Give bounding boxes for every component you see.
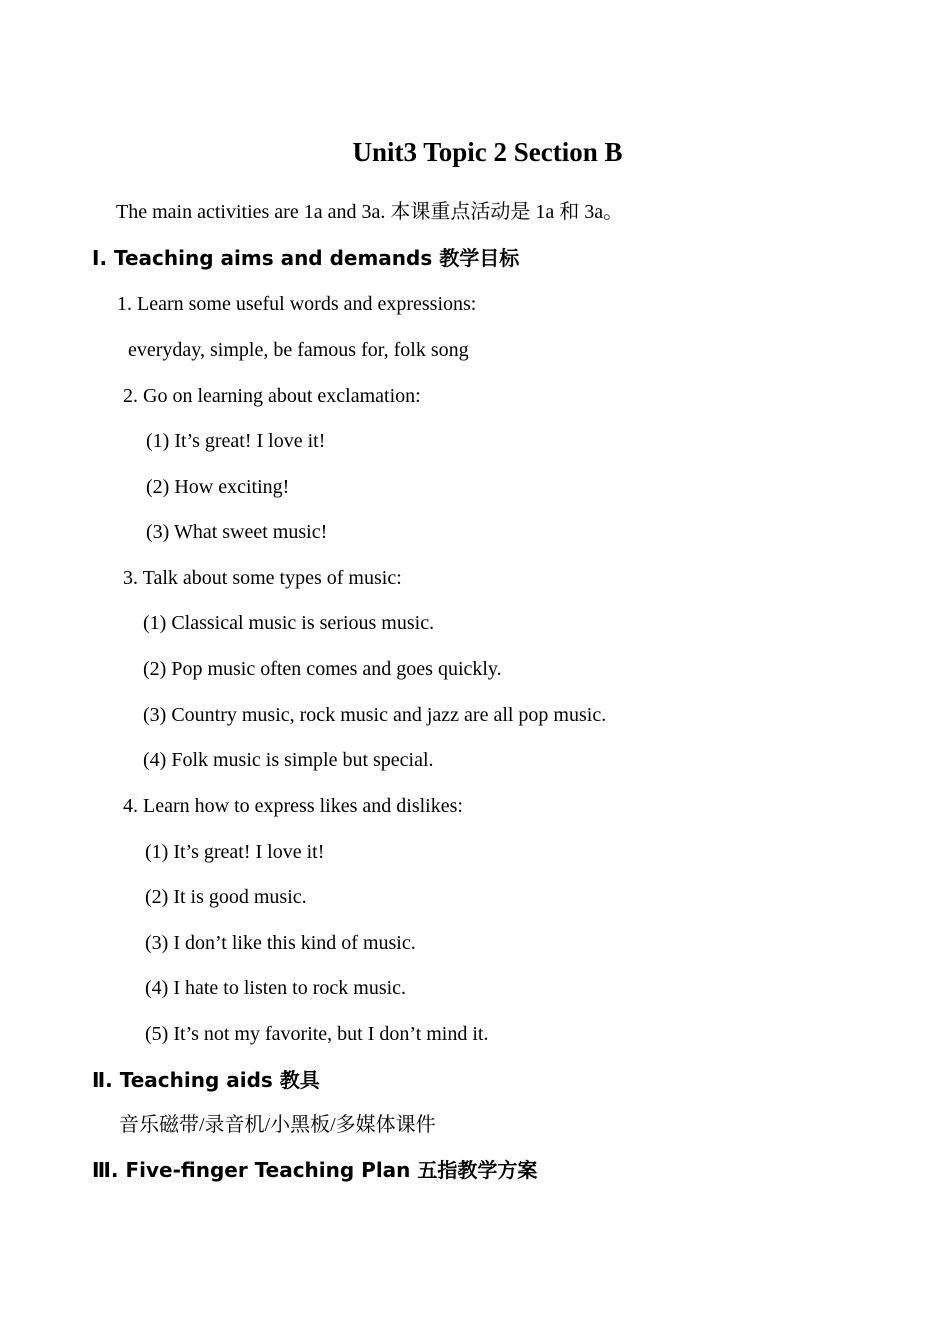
section-3-heading: Ⅲ. Five-finger Teaching Plan 五指教学方案 [92,1158,538,1182]
aim-4: 4. Learn how to express likes and dislikes: [123,795,463,817]
aim-1: 1. Learn some useful words and expressions: [117,293,477,315]
aim-3-sub-4: (4) Folk music is simple but special. [143,749,434,771]
aim-3-sub-2: (2) Pop music often comes and goes quickly. [143,658,502,680]
aim-4-sub-2: (2) It is good music. [145,886,307,908]
aim-2-sub-1: (1) It’s great! I love it! [146,430,326,452]
aim-1-words: everyday, simple, be famous for, folk song [128,339,469,361]
section-1-heading: Ⅰ. Teaching aims and demands 教学目标 [92,246,520,270]
aim-3: 3. Talk about some types of music: [123,567,402,589]
aim-3-sub-1: (1) Classical music is serious music. [143,612,435,634]
aim-4-sub-1: (1) It’s great! I love it! [145,841,325,863]
section-2-heading: Ⅱ. Teaching aids 教具 [92,1068,320,1092]
aim-4-sub-4: (4) I hate to listen to rock music. [145,977,407,999]
teaching-aids-text: 音乐磁带/录音机/小黑板/多媒体课件 [119,1114,436,1136]
aim-2-sub-2: (2) How exciting! [146,476,290,498]
aim-3-sub-3: (3) Country music, rock music and jazz are all pop music. [143,704,607,726]
aim-2-sub-3: (3) What sweet music! [146,521,328,543]
intro-text: The main activities are 1a and 3a. 本课重点活动是 1a 和 3a。 [116,201,624,223]
aim-4-sub-3: (3) I don’t like this kind of music. [145,932,416,954]
aim-4-sub-5: (5) It’s not my favorite, but I don’t mind it. [145,1023,489,1045]
aim-2: 2. Go on learning about exclamation: [123,385,421,407]
document-title: Unit3 Topic 2 Section B [352,137,623,167]
